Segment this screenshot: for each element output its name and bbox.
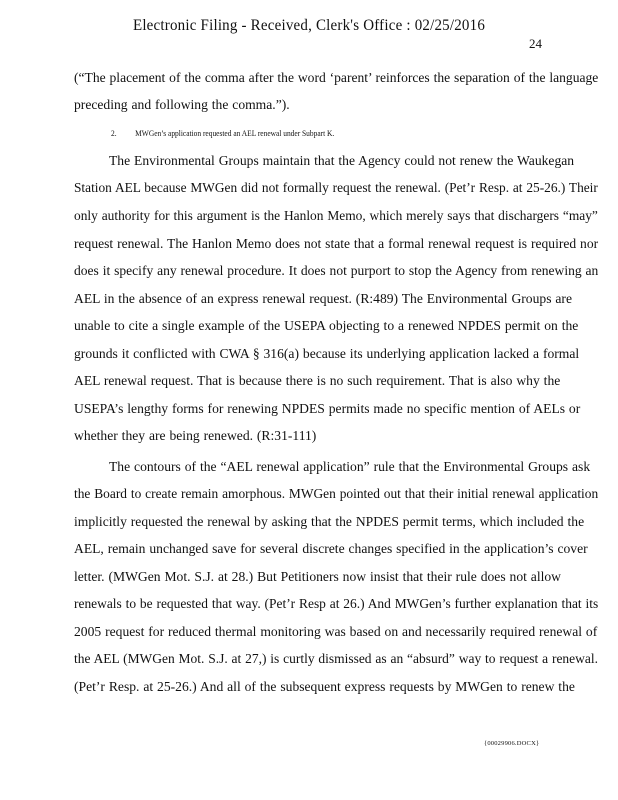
body-line: AEL renewal request. That is because there is no such requirement. That is also why the xyxy=(74,373,561,388)
body-line: (Pet’r Resp. at 25-26.) And all of the subsequent express requests by MWGen to renew the xyxy=(74,679,575,694)
body-line: Station AEL because MWGen did not formally request the renewal. (Pet’r Resp. at 25-26.) Their xyxy=(74,180,598,195)
section-title: MWGen’s application requested an AEL renewal under Subpart K. xyxy=(135,129,335,138)
body-line: whether they are being renewed. (R:31-111) xyxy=(74,428,317,443)
section-number: 2. xyxy=(111,129,117,138)
body-line: grounds it conflicted with CWA § 316(a) because its underlying application lacked a formal xyxy=(74,346,580,361)
document-id: {00029906.DOCX} xyxy=(484,740,540,747)
page-number: 24 xyxy=(529,36,542,51)
body-line: AEL in the absence of an express renewal request. (R:489) The Environmental Groups are xyxy=(74,291,572,306)
body-line: USEPA’s lengthy forms for renewing NPDES permits made no specific mention of AELs or xyxy=(74,401,581,416)
body-line: implicitly requested the renewal by asking that the NPDES permit terms, which included the xyxy=(74,514,585,529)
body-line: AEL, remain unchanged save for several discrete changes specified in the application’s cover xyxy=(74,541,588,556)
body-line: letter. (MWGen Mot. S.J. at 28.) But Petitioners now insist that their rule does not allow xyxy=(74,569,561,584)
body-line: the AEL (MWGen Mot. S.J. at 27,) is curtly dismissed as an “absurd” way to request a renewal. xyxy=(74,651,598,666)
body-line: request renewal. The Hanlon Memo does not state that a formal renewal request is required nor xyxy=(74,236,599,251)
body-line: 2005 request for reduced thermal monitoring was based on and necessarily required renewal of xyxy=(74,624,598,639)
body-line: (“The placement of the comma after the word ‘parent’ reinforces the separation of the language xyxy=(74,70,599,85)
body-line: renewals to be requested that way. (Pet’r Resp at 26.) And MWGen’s further explanation that its xyxy=(74,596,599,611)
body-line: does it specify any renewal procedure. It does not purport to stop the Agency from renewing an xyxy=(74,263,599,278)
body-line: only authority for this argument is the Hanlon Memo, which merely says that dischargers “may” xyxy=(74,208,598,223)
body-line: The Environmental Groups maintain that the Agency could not renew the Waukegan xyxy=(109,153,575,168)
body-line: The contours of the “AEL renewal application” rule that the Environmental Groups ask xyxy=(109,459,591,474)
body-line: preceding and following the comma.”). xyxy=(74,97,290,112)
filing-stamp-header: Electronic Filing - Received, Clerk's Office : 02/25/2016 xyxy=(132,17,486,35)
section-heading xyxy=(111,129,334,138)
body-line: the Board to create remain amorphous. MWGen pointed out that their initial renewal application xyxy=(74,486,599,501)
body-line: unable to cite a single example of the USEPA objecting to a renewed NPDES permit on the xyxy=(74,318,579,333)
